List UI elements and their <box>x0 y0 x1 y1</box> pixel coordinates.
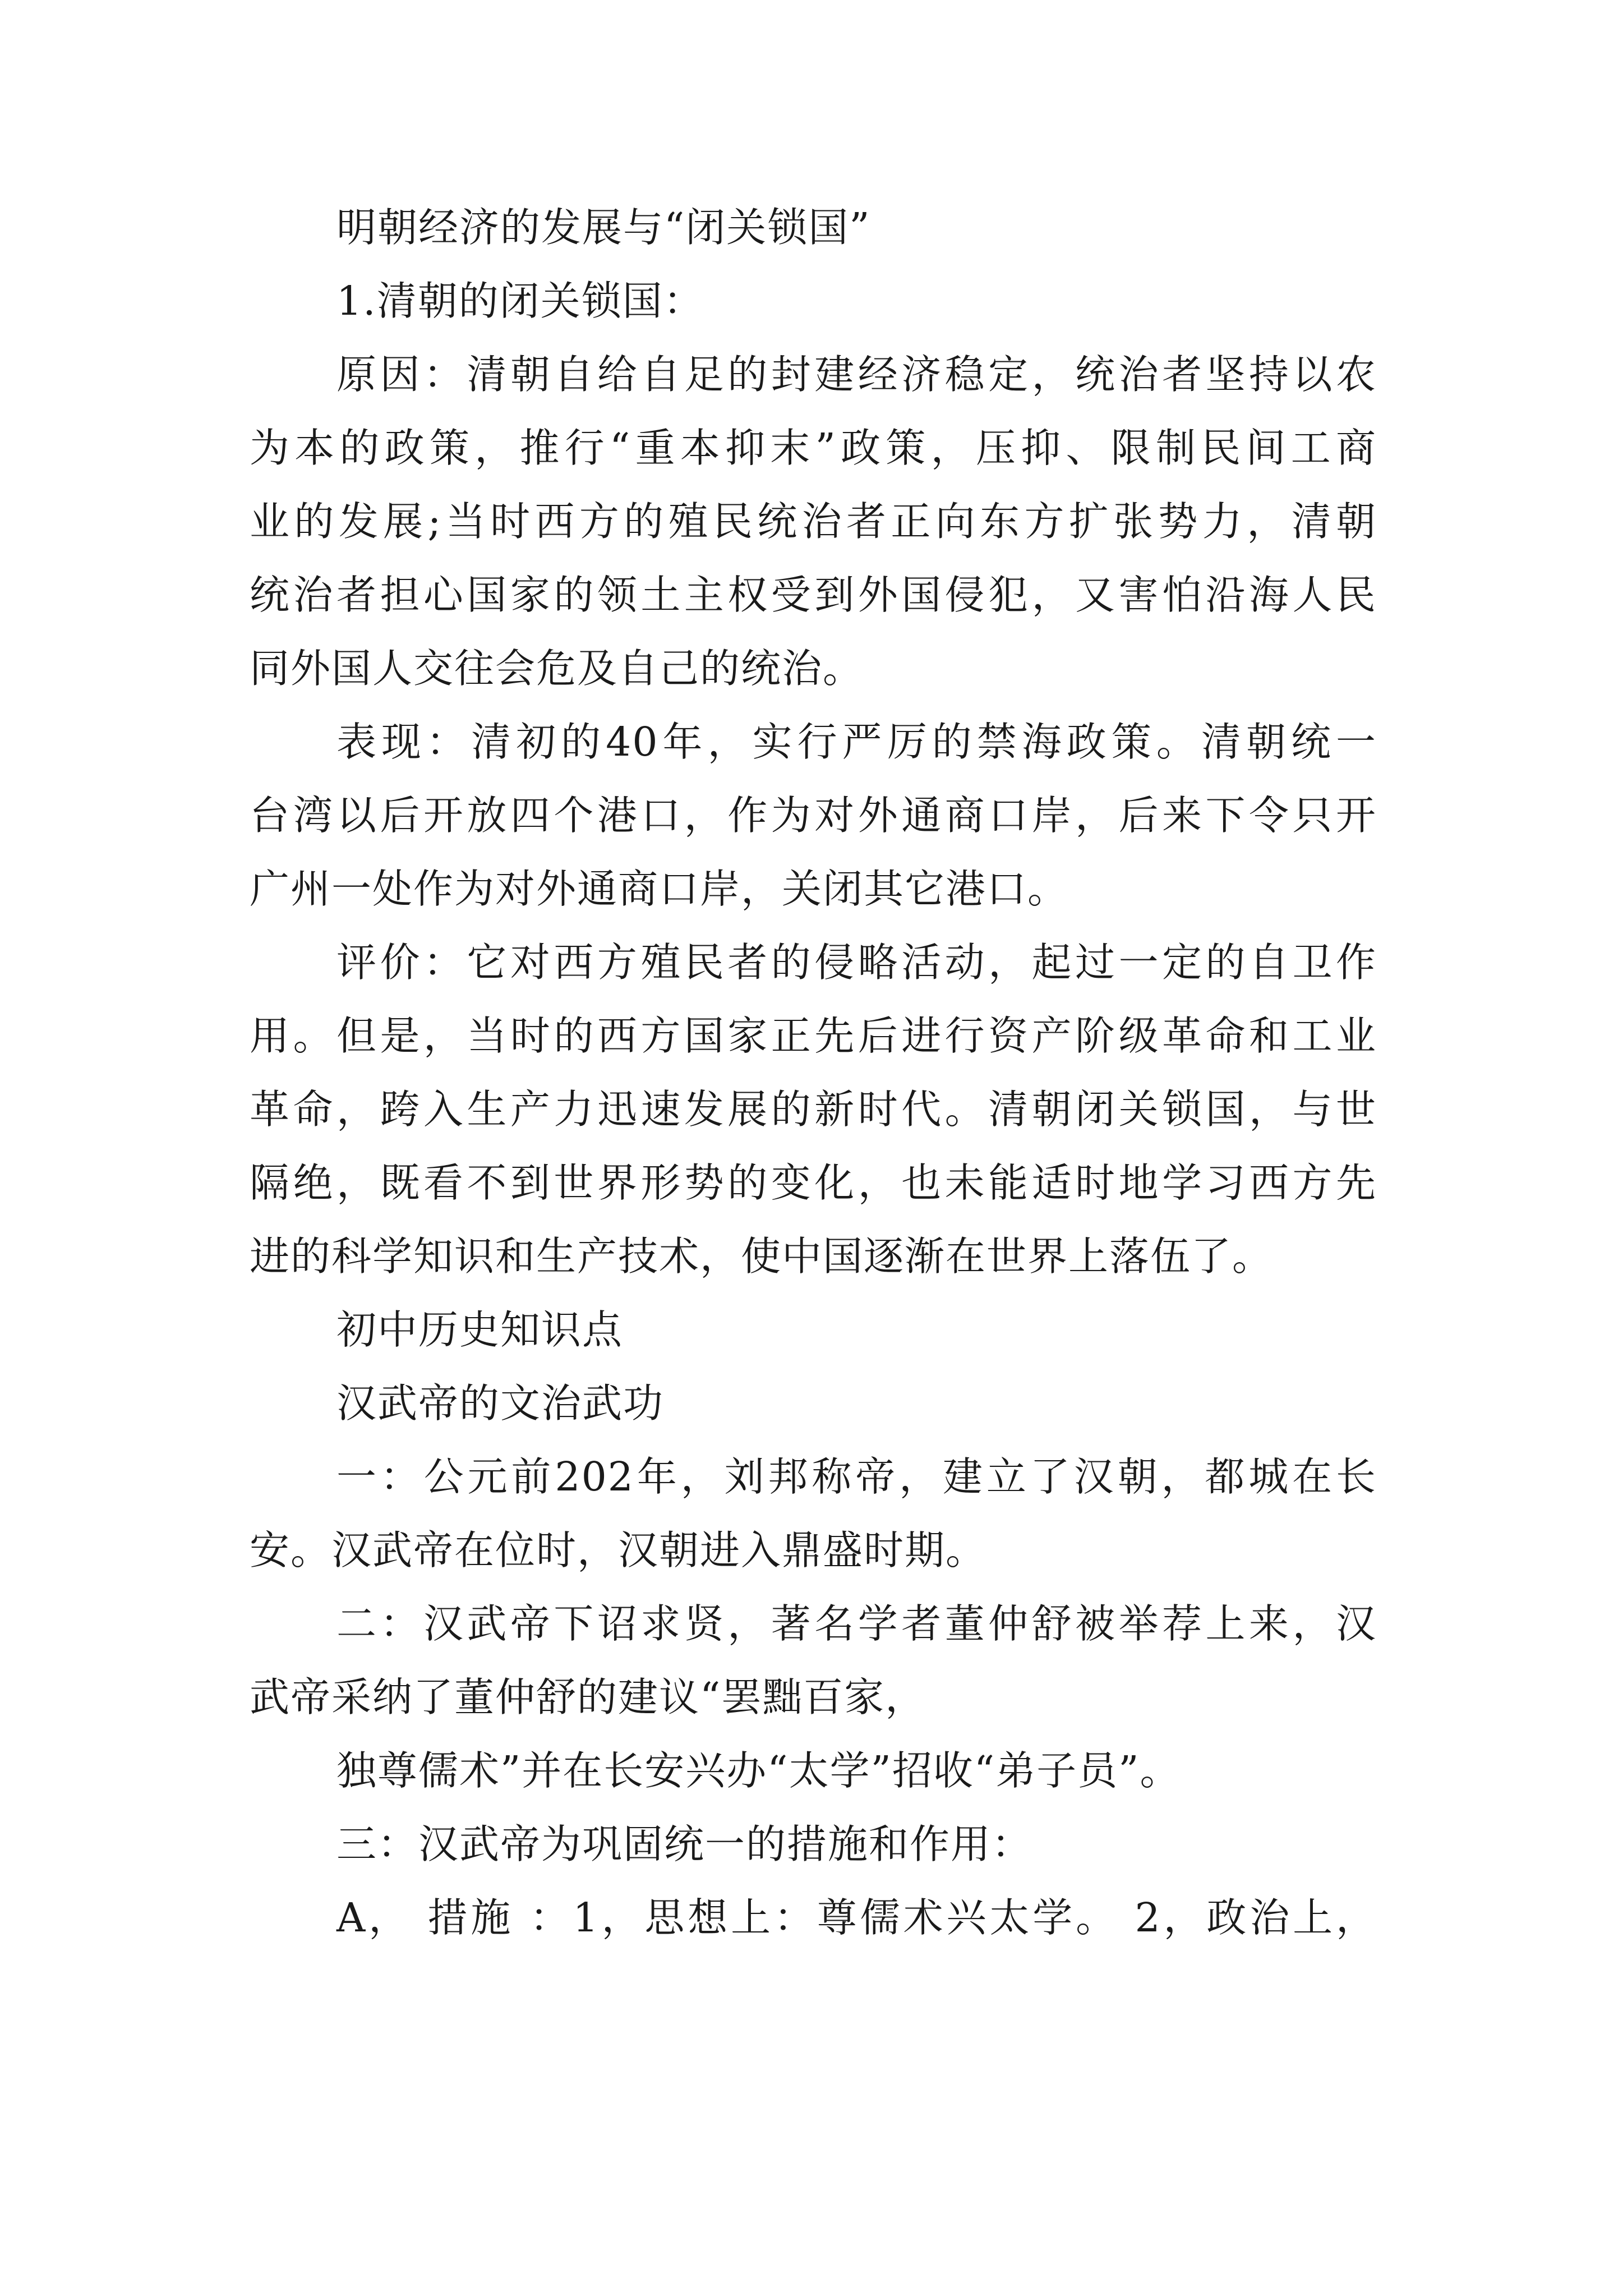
paragraph-point-three <box>250 1821 1377 1941</box>
paragraph-heading <box>250 204 1377 324</box>
text-line: 原因：清朝自给自足的封建经济稳定，统治者坚持以农 <box>336 351 1377 398</box>
text-line: 为本的政策，推行“重本抑末”政策，压抑、限制民间工商 <box>250 425 1377 471</box>
text-line: 一：公元前202年，刘邦称帝，建立了汉朝，都城在长 <box>336 1453 1377 1500</box>
text-line: 隔绝，既看不到世界形势的变化，也未能适时地学习西方先 <box>250 1159 1377 1206</box>
document-body <box>250 204 1377 1971</box>
paragraph-point-one <box>250 1453 1377 1573</box>
text-line: 武帝采纳了董仲舒的建议“罢黜百家， <box>250 1674 926 1720</box>
text-line: 统治者担心国家的领土主权受到外国侵犯，又害怕沿海人民 <box>250 572 1377 618</box>
text-line: 用。但是，当时的西方国家正先后进行资产阶级革命和工业 <box>250 1013 1377 1059</box>
text-line: 进的科学知识和生产技术，使中国逐渐在世界上落伍了。 <box>250 1233 1274 1280</box>
paragraph-sections <box>250 1306 1377 1427</box>
text-line: 二：汉武帝下诏求贤，著名学者董仲舒被举荐上来，汉 <box>336 1600 1377 1647</box>
heading-line: 明朝经济的发展与“闭关锁国” <box>336 204 871 251</box>
subheading-line: 1.清朝的闭关锁国： <box>336 278 704 324</box>
text-line: 台湾以后开放四个港口，作为对外通商口岸，后来下令只开 <box>250 792 1377 839</box>
text-line: 同外国人交往会危及自己的统治。 <box>250 645 864 692</box>
text-line: 革命，跨入生产力迅速发展的新时代。清朝闭关锁国，与世 <box>250 1086 1377 1133</box>
paragraph-evaluation <box>250 939 1377 1280</box>
paragraph-manifestation <box>250 719 1377 912</box>
text-line: 业的发展;当时西方的殖民统治者正向东方扩张势力，清朝 <box>250 498 1377 545</box>
text-line: 表现：清初的40年，实行严厉的禁海政策。清朝统一 <box>336 719 1377 765</box>
paragraph-cause <box>250 351 1377 692</box>
text-line: A， 措施 ：1，思想上：尊儒术兴太学。 2，政治上， <box>336 1894 1377 1941</box>
text-line: 三：汉武帝为巩固统一的措施和作用： <box>336 1821 1033 1867</box>
text-line: 广州一处作为对外通商口岸，关闭其它港口。 <box>250 866 1069 912</box>
paragraph-point-two <box>250 1600 1377 1794</box>
text-line: 评价：它对西方殖民者的侵略活动，起过一定的自卫作 <box>336 939 1377 986</box>
section-title: 初中历史知识点 <box>336 1306 624 1353</box>
section-title: 汉武帝的文治武功 <box>336 1380 665 1427</box>
text-line: 独尊儒术”并在长安兴办“太学”招收“弟子员”。 <box>336 1747 1181 1794</box>
text-line: 安。汉武帝在位时，汉朝进入鼎盛时期。 <box>250 1527 987 1573</box>
